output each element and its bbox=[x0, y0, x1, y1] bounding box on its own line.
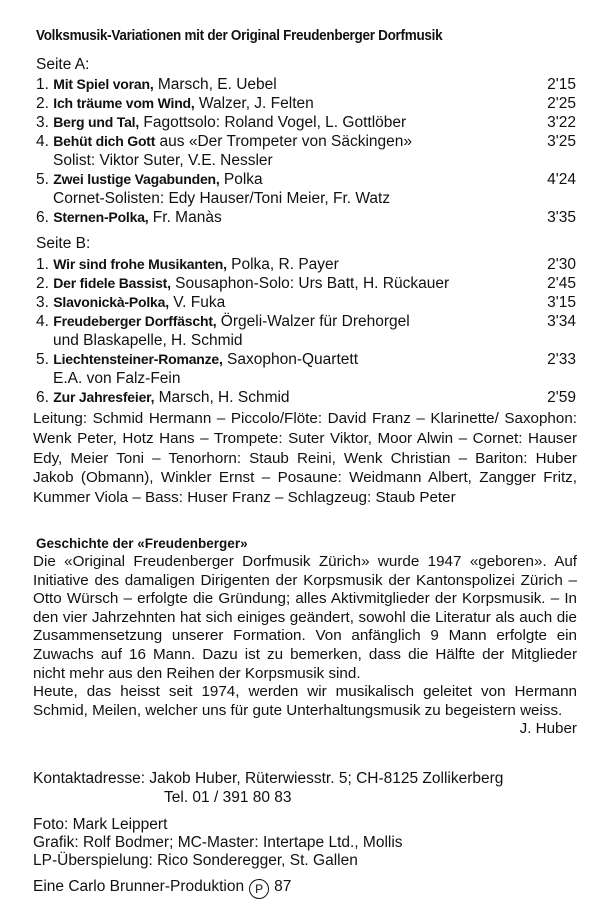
history-paragraph: Heute, das heisst seit 1974, werden wir musikalisch geleitet von Hermann Schmid, Meilen, welcher uns für gute Unterhaltungsmusik zu begeistern weiss. bbox=[33, 683, 577, 719]
side-b-label: Seite B: bbox=[36, 235, 91, 252]
track-info: Sousaphon-Solo: Urs Batt, H. Rückauer bbox=[170, 275, 450, 292]
track-number: 2. bbox=[36, 275, 49, 292]
track-subline: Solist: Viktor Suter, V.E. Nessler bbox=[53, 152, 273, 169]
musician-credits: Leitung: Schmid Hermann – Piccolo/Flöte: David Franz – Klarinette/ Saxophon: Wenk Peter, Hotz Hans – Trompete: Suter Viktor, Moor Alwin – Cornet: Hauser Edy, Meier Toni – Tenorhorn: Staub Reini, Wenk Christian – Bariton: Huber Jakob (Obmann), Winkler Ernst – Posaune: Weidmann Albert, Zangger Fritz, Kummer Viola – Bass: Huser Franz – Schlagzeug: Staub Peter bbox=[33, 410, 577, 507]
side-a-label: Seite A: bbox=[36, 56, 90, 73]
track-number: 6. bbox=[36, 389, 49, 406]
track-title: Zur Jahresfeier, bbox=[53, 389, 155, 405]
track-duration: 3'15 bbox=[547, 294, 576, 311]
track-info: Saxophon-Quartett bbox=[222, 351, 358, 368]
track-title: Der fidele Bassist, bbox=[53, 275, 171, 291]
track-number: 2. bbox=[36, 95, 49, 112]
track-duration: 2'45 bbox=[547, 275, 576, 292]
track-row bbox=[36, 94, 576, 113]
production-label: Eine Carlo Brunner-Produktion bbox=[33, 878, 245, 895]
production-line bbox=[33, 878, 291, 899]
track-title: Behüt dich Gott bbox=[53, 133, 156, 149]
track-title: Sternen-Polka, bbox=[53, 209, 149, 225]
track-row bbox=[36, 388, 576, 407]
track-duration: 2'25 bbox=[547, 95, 576, 112]
track-info: Marsch, E. Uebel bbox=[153, 76, 277, 93]
history-paragraph: Die «Original Freudenberger Dorfmusik Zürich» wurde 1947 «geboren». Auf Initiative des damaligen Dirigenten der Korpsmusik der Kantonspolizei Zürich – Otto Würsch – erfolgte die Gründung; alles Aktivmitglieder der Korpsmusik. – In den vier Jahrzehnten hat sich einiges geändert, sowohl die Literatur als auch die Zusammensetzung unserer Formation. Von anfänglich 9 Mann erfolgte ein Zuwachs auf 16 Mann. Dazu ist zu bemerken, dass die Hälfte der Mitglieder nicht mehr aus den Reihen der Korpsmusik sind. bbox=[33, 553, 577, 682]
history-signature: J. Huber bbox=[519, 720, 577, 738]
track-info: Örgeli-Walzer für Drehorgel bbox=[216, 313, 410, 330]
track-info: Polka bbox=[219, 171, 263, 188]
track-list-b bbox=[36, 255, 576, 407]
track-duration: 2'30 bbox=[547, 256, 576, 273]
track-number: 6. bbox=[36, 209, 49, 226]
track-info: Marsch, H. Schmid bbox=[154, 389, 290, 406]
phonogram-icon: P bbox=[249, 879, 269, 899]
track-title: Liechtensteiner-Romanze, bbox=[53, 351, 223, 367]
track-info: Walzer, J. Felten bbox=[194, 95, 314, 112]
track-title: Wir sind frohe Musikanten, bbox=[53, 256, 227, 272]
track-duration: 4'24 bbox=[547, 171, 576, 188]
track-title: Freudeberger Dorffäscht, bbox=[53, 313, 217, 329]
track-number: 3. bbox=[36, 294, 49, 311]
track-number: 4. bbox=[36, 313, 49, 330]
lp-transfer-credit: LP-Überspielung: Rico Sonderegger, St. Gallen bbox=[33, 852, 358, 869]
track-list-a bbox=[36, 75, 576, 227]
track-row bbox=[36, 208, 576, 227]
album-headline: Volksmusik-Variationen mit der Original Freudenberger Dorfmusik bbox=[36, 28, 443, 44]
track-number: 4. bbox=[36, 133, 49, 150]
track-info: Polka, R. Payer bbox=[226, 256, 339, 273]
track-info: V. Fuka bbox=[168, 294, 226, 311]
track-title: Berg und Tal, bbox=[53, 114, 140, 130]
track-subline: und Blaskapelle, H. Schmid bbox=[53, 332, 243, 349]
track-duration: 3'22 bbox=[547, 114, 576, 131]
track-row bbox=[36, 75, 576, 94]
track-duration: 3'35 bbox=[547, 209, 576, 226]
track-row bbox=[36, 293, 576, 312]
track-number: 5. bbox=[36, 171, 49, 188]
track-title: Slavonickà-Polka, bbox=[53, 294, 169, 310]
track-number: 3. bbox=[36, 114, 49, 131]
track-row bbox=[36, 255, 576, 274]
track-duration: 2'15 bbox=[547, 76, 576, 93]
track-row bbox=[36, 312, 576, 331]
track-duration: 3'34 bbox=[547, 313, 576, 330]
track-title: Ich träume vom Wind, bbox=[53, 95, 195, 111]
track-duration: 2'33 bbox=[547, 351, 576, 368]
track-number: 1. bbox=[36, 76, 49, 93]
track-number: 1. bbox=[36, 256, 49, 273]
track-row bbox=[36, 132, 576, 151]
track-row bbox=[36, 113, 576, 132]
track-subline: Cornet-Solisten: Edy Hauser/Toni Meier, Fr. Watz bbox=[53, 190, 391, 207]
photo-credit: Foto: Mark Leippert bbox=[33, 816, 168, 833]
contact-address: Kontaktadresse: Jakob Huber, Rüterwiesstr. 5; CH-8125 Zollikerberg bbox=[33, 770, 504, 787]
track-title: Mit Spiel voran, bbox=[53, 76, 154, 92]
track-duration: 2'59 bbox=[547, 389, 576, 406]
track-info: aus «Der Trompeter von Säckingen» bbox=[155, 133, 412, 150]
track-subline: E.A. von Falz-Fein bbox=[53, 370, 181, 387]
track-info: Fr. Manàs bbox=[148, 209, 222, 226]
track-duration: 3'25 bbox=[547, 133, 576, 150]
track-row bbox=[36, 274, 576, 293]
graphic-credit: Grafik: Rolf Bodmer; MC-Master: Intertape Ltd., Mollis bbox=[33, 834, 403, 851]
history-heading: Geschichte der «Freudenberger» bbox=[36, 536, 248, 551]
history-text bbox=[33, 553, 577, 739]
track-title: Zwei lustige Vagabunden, bbox=[53, 171, 220, 187]
track-number: 5. bbox=[36, 351, 49, 368]
track-info: Fagottsolo: Roland Vogel, L. Gottlöber bbox=[139, 114, 407, 131]
contact-phone: Tel. 01 / 391 80 83 bbox=[164, 789, 292, 806]
track-row bbox=[36, 170, 576, 189]
production-year: 87 bbox=[274, 878, 292, 895]
track-row bbox=[36, 350, 576, 369]
